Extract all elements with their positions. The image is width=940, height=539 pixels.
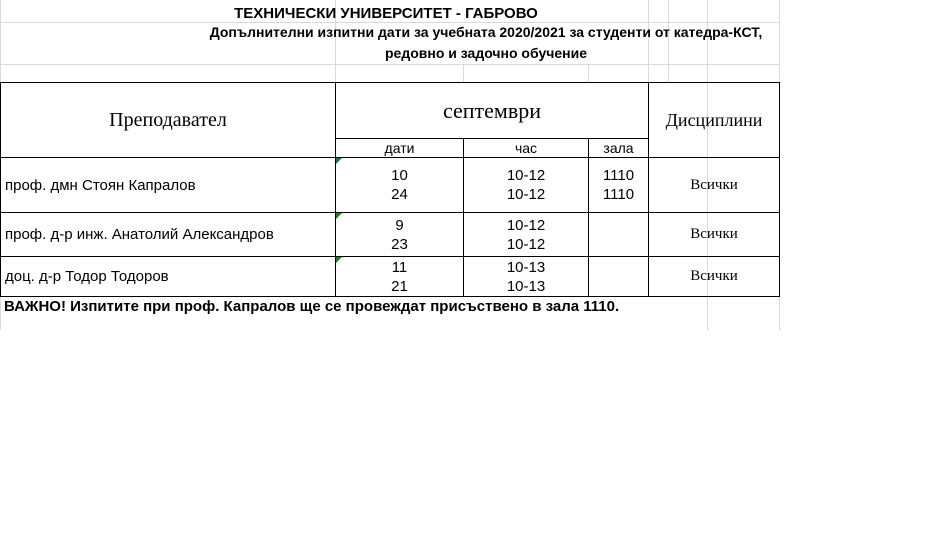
date-value: 10: [391, 167, 408, 184]
table-row: [1, 158, 780, 213]
gridline: [463, 64, 464, 82]
time-value: 10-12: [506, 167, 546, 184]
time-cell[interactable]: [464, 158, 589, 213]
dates-cell[interactable]: [336, 158, 464, 213]
teacher-cell[interactable]: доц. д-р Тодор Тодоров: [1, 257, 336, 297]
time-cell[interactable]: [464, 213, 589, 257]
exam-schedule-table: [0, 82, 780, 297]
dates-cell[interactable]: [336, 257, 464, 297]
date-value: 21: [391, 277, 408, 295]
time-value: 10-12: [506, 186, 546, 203]
room-cell[interactable]: [589, 158, 649, 213]
subheader-time: час: [464, 139, 589, 158]
disciplines-cell[interactable]: Всички: [649, 213, 780, 257]
header-disciplines: Дисциплини: [649, 83, 780, 158]
table-row: [1, 213, 780, 257]
document-subtitle-line2: редовно и задочно обучение: [384, 45, 587, 61]
gridline: [588, 64, 589, 82]
time-value: 10-12: [506, 235, 546, 253]
subheader-room: зала: [589, 139, 649, 158]
room-value: 1110: [602, 167, 635, 184]
document-subtitle-line1: Допълнителни изпитни дати за учебната 2020/2021 за студенти от катедра-КСТ,: [209, 24, 763, 40]
subheader-dates: дати: [336, 139, 464, 158]
date-value: 24: [391, 186, 408, 203]
time-value: 10-13: [506, 258, 546, 276]
time-cell[interactable]: [464, 257, 589, 297]
table-row: [1, 257, 780, 297]
teacher-cell[interactable]: проф. д-р инж. Анатолий Александров: [1, 213, 336, 257]
room-value: 1110: [602, 186, 635, 203]
date-value: 9: [395, 216, 404, 234]
disciplines-cell[interactable]: Всички: [649, 158, 780, 213]
important-note: ВАЖНО! Изпитите при проф. Капралов ще се провеждат присъствено в зала 1110.: [4, 298, 620, 315]
time-value: 10-13: [506, 277, 546, 295]
time-value: 10-12: [506, 216, 546, 234]
gridline: [0, 64, 780, 65]
room-cell[interactable]: [589, 213, 649, 257]
header-teacher: Преподавател: [1, 83, 336, 158]
dates-cell[interactable]: [336, 213, 464, 257]
date-value: 11: [391, 258, 408, 276]
university-title: ТЕХНИЧЕСКИ УНИВЕРСИТЕТ - ГАБРОВО: [234, 5, 538, 22]
cell-note-marker: [336, 257, 342, 263]
teacher-cell[interactable]: проф. дмн Стоян Капралов: [1, 158, 336, 213]
cell-note-marker: [336, 213, 342, 219]
gridline: [0, 22, 780, 23]
header-month: септември: [336, 83, 649, 139]
date-value: 23: [391, 235, 408, 253]
disciplines-cell[interactable]: Всички: [649, 257, 780, 297]
room-cell[interactable]: [589, 257, 649, 297]
cell-note-marker: [336, 158, 342, 164]
